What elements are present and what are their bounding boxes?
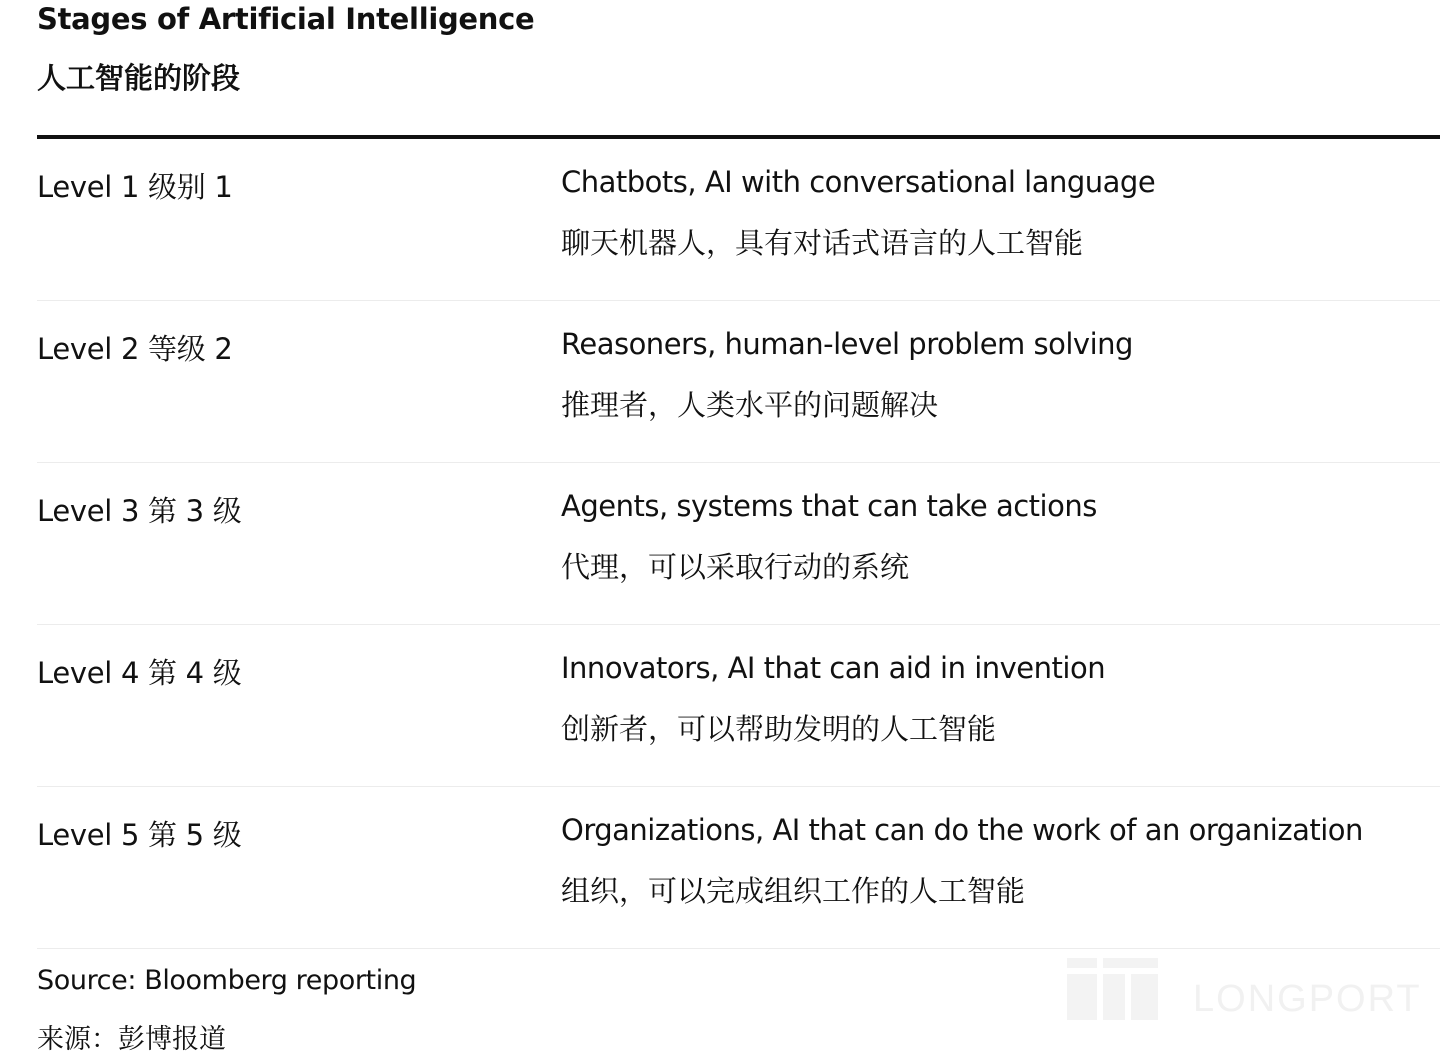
table-row-level-4 bbox=[37, 625, 1440, 787]
table-row-level-1 bbox=[37, 139, 1440, 301]
table-row-level-2 bbox=[37, 301, 1440, 463]
watermark bbox=[1065, 956, 1422, 1026]
level-description-zh: 聊天机器人，具有对话式语言的人工智能 bbox=[561, 226, 1084, 260]
table-row-level-5 bbox=[37, 787, 1440, 949]
level-description-zh: 创新者，可以帮助发明的人工智能 bbox=[561, 712, 997, 746]
source-note-en: Source: Bloomberg reporting bbox=[37, 965, 417, 996]
level-description-zh: 代理，可以采取行动的系统 bbox=[561, 550, 910, 584]
level-label: Level 1 级别 1 bbox=[37, 170, 233, 204]
level-description-zh: 组织，可以完成组织工作的人工智能 bbox=[561, 874, 1026, 908]
level-label: Level 3 第 3 级 bbox=[37, 494, 242, 528]
level-description-zh: 推理者，人类水平的问题解决 bbox=[561, 388, 939, 422]
level-label: Level 5 第 5 级 bbox=[37, 818, 242, 852]
level-label: Level 4 第 4 级 bbox=[37, 656, 242, 690]
table-row-level-3 bbox=[37, 463, 1440, 625]
level-description-en: Organizations, AI that can do the work of an organization bbox=[561, 813, 1363, 847]
watermark-text: LONGPORT bbox=[1193, 978, 1422, 1020]
level-description-en: Reasoners, human-level problem solving bbox=[561, 327, 1133, 361]
table-body bbox=[37, 139, 1440, 949]
longport-logo-icon bbox=[1065, 956, 1160, 1022]
level-description-en: Chatbots, AI with conversational language bbox=[561, 165, 1156, 199]
level-description-en: Agents, systems that can take actions bbox=[561, 489, 1097, 523]
level-description-en: Innovators, AI that can aid in invention bbox=[561, 651, 1106, 685]
ai-stages-table bbox=[37, 0, 1440, 1056]
source-note-zh: 来源：彭博报道 bbox=[37, 1024, 226, 1055]
level-label: Level 2 等级 2 bbox=[37, 332, 233, 366]
table-title-en: Stages of Artificial Intelligence bbox=[37, 2, 535, 36]
table-title-zh: 人工智能的阶段 bbox=[37, 61, 241, 95]
